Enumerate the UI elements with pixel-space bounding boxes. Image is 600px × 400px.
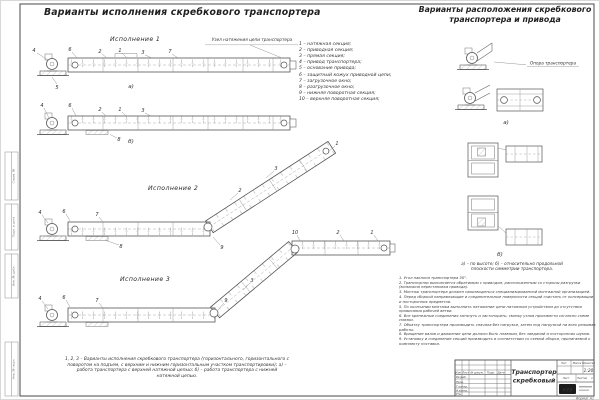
bottom-caption-line: натяжной цепью.: [156, 373, 198, 379]
note-line: 4. Перед сборкой направляющие и соединительные поверхности секций очистить от консервации и посторонних предметов.: [399, 295, 594, 304]
callout-number: 10: [291, 230, 299, 236]
callout-number: 6: [62, 295, 66, 301]
technical-notes: [399, 276, 596, 347]
right-support-drawing: [457, 43, 579, 70]
legend-item: 9 – нижняя поворотная секция;: [299, 90, 376, 96]
scale-value: 1:20: [583, 369, 594, 374]
doc-name-line2: скребковый: [512, 377, 556, 385]
lower-bend-section: [210, 309, 218, 317]
note-line: 3. Монтаж транспортера должен производиться специализированной монтажной организацией.: [399, 290, 591, 295]
right-variant-b-drawing-2: [468, 196, 542, 245]
loading-window: [86, 237, 108, 241]
right-variant-a-drawing: [455, 85, 543, 111]
legend-item: 1 – натяжная секция;: [299, 42, 352, 47]
callout-number: 3: [250, 278, 254, 284]
callout-number: 3: [274, 166, 278, 172]
legend-item: 6 – защитный кожух приводной цепи;: [299, 72, 392, 78]
callout-number: 2: [98, 49, 102, 55]
execution-3-label: Исполнение 3: [120, 276, 171, 283]
execution-1-label: Исполнение 1: [110, 36, 161, 43]
callout-number: 6: [68, 47, 72, 53]
stamp-row-prov: Пров.: [456, 379, 464, 384]
right-variant-b-drawing-1: [468, 143, 542, 177]
title-block: [455, 360, 595, 400]
note-line: 8. Вращение валов и движение цепи должно быть плавным, без заеданий и посторонних шумов.: [399, 332, 591, 337]
callout-number: 4: [32, 48, 36, 54]
variant-b-label: б): [128, 139, 134, 145]
stamp-col-data: Дата: [497, 370, 505, 375]
left-section-title: Варианты исполнения скребкового транспортера: [44, 7, 321, 18]
logo-text: КУБ: [562, 387, 573, 393]
note-line: 1. Угол наклона транспортера 30°.: [399, 276, 468, 280]
stamp-col-doc: № докум.: [470, 370, 484, 375]
stamp-col-izm: Изм.: [455, 370, 462, 375]
right-variant-a-label: а): [503, 120, 509, 126]
conveyor-e1b-drawing: [37, 113, 296, 135]
callout-number: 9: [220, 245, 224, 251]
callout-number: 1: [335, 141, 339, 147]
bottom-caption-line: 1, 2, 3 – Варианты исполнения скребкового транспортера (горизонтального, горизонтального с: [64, 357, 290, 362]
callout-number: 7: [95, 298, 99, 304]
bend-section: [204, 223, 212, 231]
stamp-row-utv: Утв.: [456, 392, 462, 397]
dimension-bracket: [115, 54, 137, 58]
callout-number: 1: [118, 107, 122, 113]
callout-number: 4: [38, 210, 42, 216]
stamp-row-tkontr: Т.контр.: [456, 384, 468, 389]
note-line: 6. Все крепежные соединения затянуть и застопорить; смазку узлов произвести согласно схеме смазки.: [399, 313, 590, 323]
right-caption: [428, 261, 596, 272]
callout-number: 8: [117, 137, 121, 143]
note-line: 5. По окончании монтажа выполнить натяжение цепи натяжным устройством до отсутствия провисания рабочей ветви.: [399, 304, 582, 313]
note-line: 2. Транспортер выполняется обратимым с приводом, расположенным со стороны разгрузки (возможна перестановка привода).: [399, 280, 581, 290]
tension-unit: [390, 244, 395, 252]
tension-unit-label: Узел натяжения цепи транспортера: [211, 37, 293, 42]
stamp-row-nkontr: Н.контр.: [456, 388, 469, 393]
bottom-caption-line: работа транспортера с верхней натяжной цепью; б) – работа транспортера с нижней: [76, 368, 278, 374]
callout-number: 8: [119, 244, 123, 250]
loading-window: [86, 323, 108, 327]
note-line: 9. Установку и соединение секций производить в соответствии со схемой сборки, прилагаемой к комплекту поставки.: [399, 337, 591, 346]
legend-item: 7 – загрузочное окно;: [299, 78, 352, 84]
lit-header: Лит.: [560, 361, 568, 366]
legend-item: 3 – прямая секция;: [299, 54, 345, 60]
sheets-label: Листов: [576, 376, 588, 380]
logo-tagline: [579, 386, 592, 387]
conveyor-e3-drawing: [37, 241, 395, 327]
legend-item: 2 – приводная секция;: [299, 48, 354, 54]
variant-a-label: а): [128, 84, 134, 90]
discharge-window: [86, 131, 108, 135]
right-title-line2: транспортера и привода: [449, 15, 561, 25]
legend-item: 10 – верхняя поворотная секция;: [299, 96, 380, 102]
callout-number: 4: [40, 103, 44, 109]
right-caption-line1: а) – по высоте; б) – относительно продольной: [461, 261, 563, 266]
bottom-caption: [50, 357, 304, 380]
mass-header: Масса: [572, 361, 582, 366]
callout-number: 2: [336, 230, 340, 236]
callout-number: 2: [238, 188, 242, 194]
legend-item: 8 – разгрузочное окно;: [299, 84, 355, 90]
doc-name-line1: Транспортер: [511, 369, 557, 376]
tab-label: Инв. № подл.: [11, 358, 16, 380]
execution-2-label: Исполнение 2: [148, 185, 199, 192]
logo-tagline: [579, 390, 589, 391]
callout-number: 4: [38, 296, 42, 302]
tension-unit: [290, 119, 296, 127]
right-title-line1: Варианты расположения скребкового: [418, 5, 592, 14]
tab-label: Инв. № дубл.: [11, 265, 16, 287]
stamp-col-podp: Подп.: [486, 370, 496, 375]
note-line: 7. Обкатку транспортера производить сначала без нагрузки, затем под нагрузкой на всех режимах работы.: [399, 323, 596, 332]
tab-label: Подп. и дата: [11, 216, 16, 238]
legend-item: 5 – основание привода;: [299, 66, 357, 72]
right-caption-line2: плоскости симметрии транспортера.: [470, 266, 554, 272]
callout-number: 6: [68, 103, 72, 109]
left-margin-tab-labels: [12, 169, 16, 380]
callout-number: 9: [224, 298, 228, 304]
upper-bend-section: [291, 245, 299, 253]
callout-number: 6: [62, 209, 66, 215]
parts-legend: [299, 42, 405, 103]
format-label: Формат А1: [575, 396, 594, 400]
callout-number: 5: [55, 85, 59, 91]
right-variant-b-label: б): [497, 252, 503, 258]
callout-number: 1: [370, 230, 374, 236]
callout-number: 3: [141, 108, 145, 114]
sheet-label: Лист: [562, 376, 570, 380]
right-section-title: [416, 5, 594, 25]
tension-unit: [290, 61, 296, 69]
stamp-col-list: Лист: [462, 370, 469, 375]
stamp-row-razrab: Разраб.: [456, 375, 467, 380]
callout-number: 3: [141, 50, 145, 56]
legend-item: 4 – привод транспортера;: [299, 60, 362, 66]
callout-number: 1: [118, 48, 122, 54]
sheets-value: 1: [591, 376, 593, 380]
scale-header: Масштаб: [582, 361, 595, 366]
callout-number: 7: [95, 212, 99, 218]
callout-number: 7: [168, 49, 172, 55]
tab-label: Справ. №: [11, 168, 16, 184]
support-label: Опора транспортера: [529, 60, 577, 66]
callout-number: 2: [98, 107, 102, 113]
bottom-caption-line: поворотом на подъем, с верхним и нижним горизонтальным участком транспортировки); а) –: [67, 362, 287, 368]
